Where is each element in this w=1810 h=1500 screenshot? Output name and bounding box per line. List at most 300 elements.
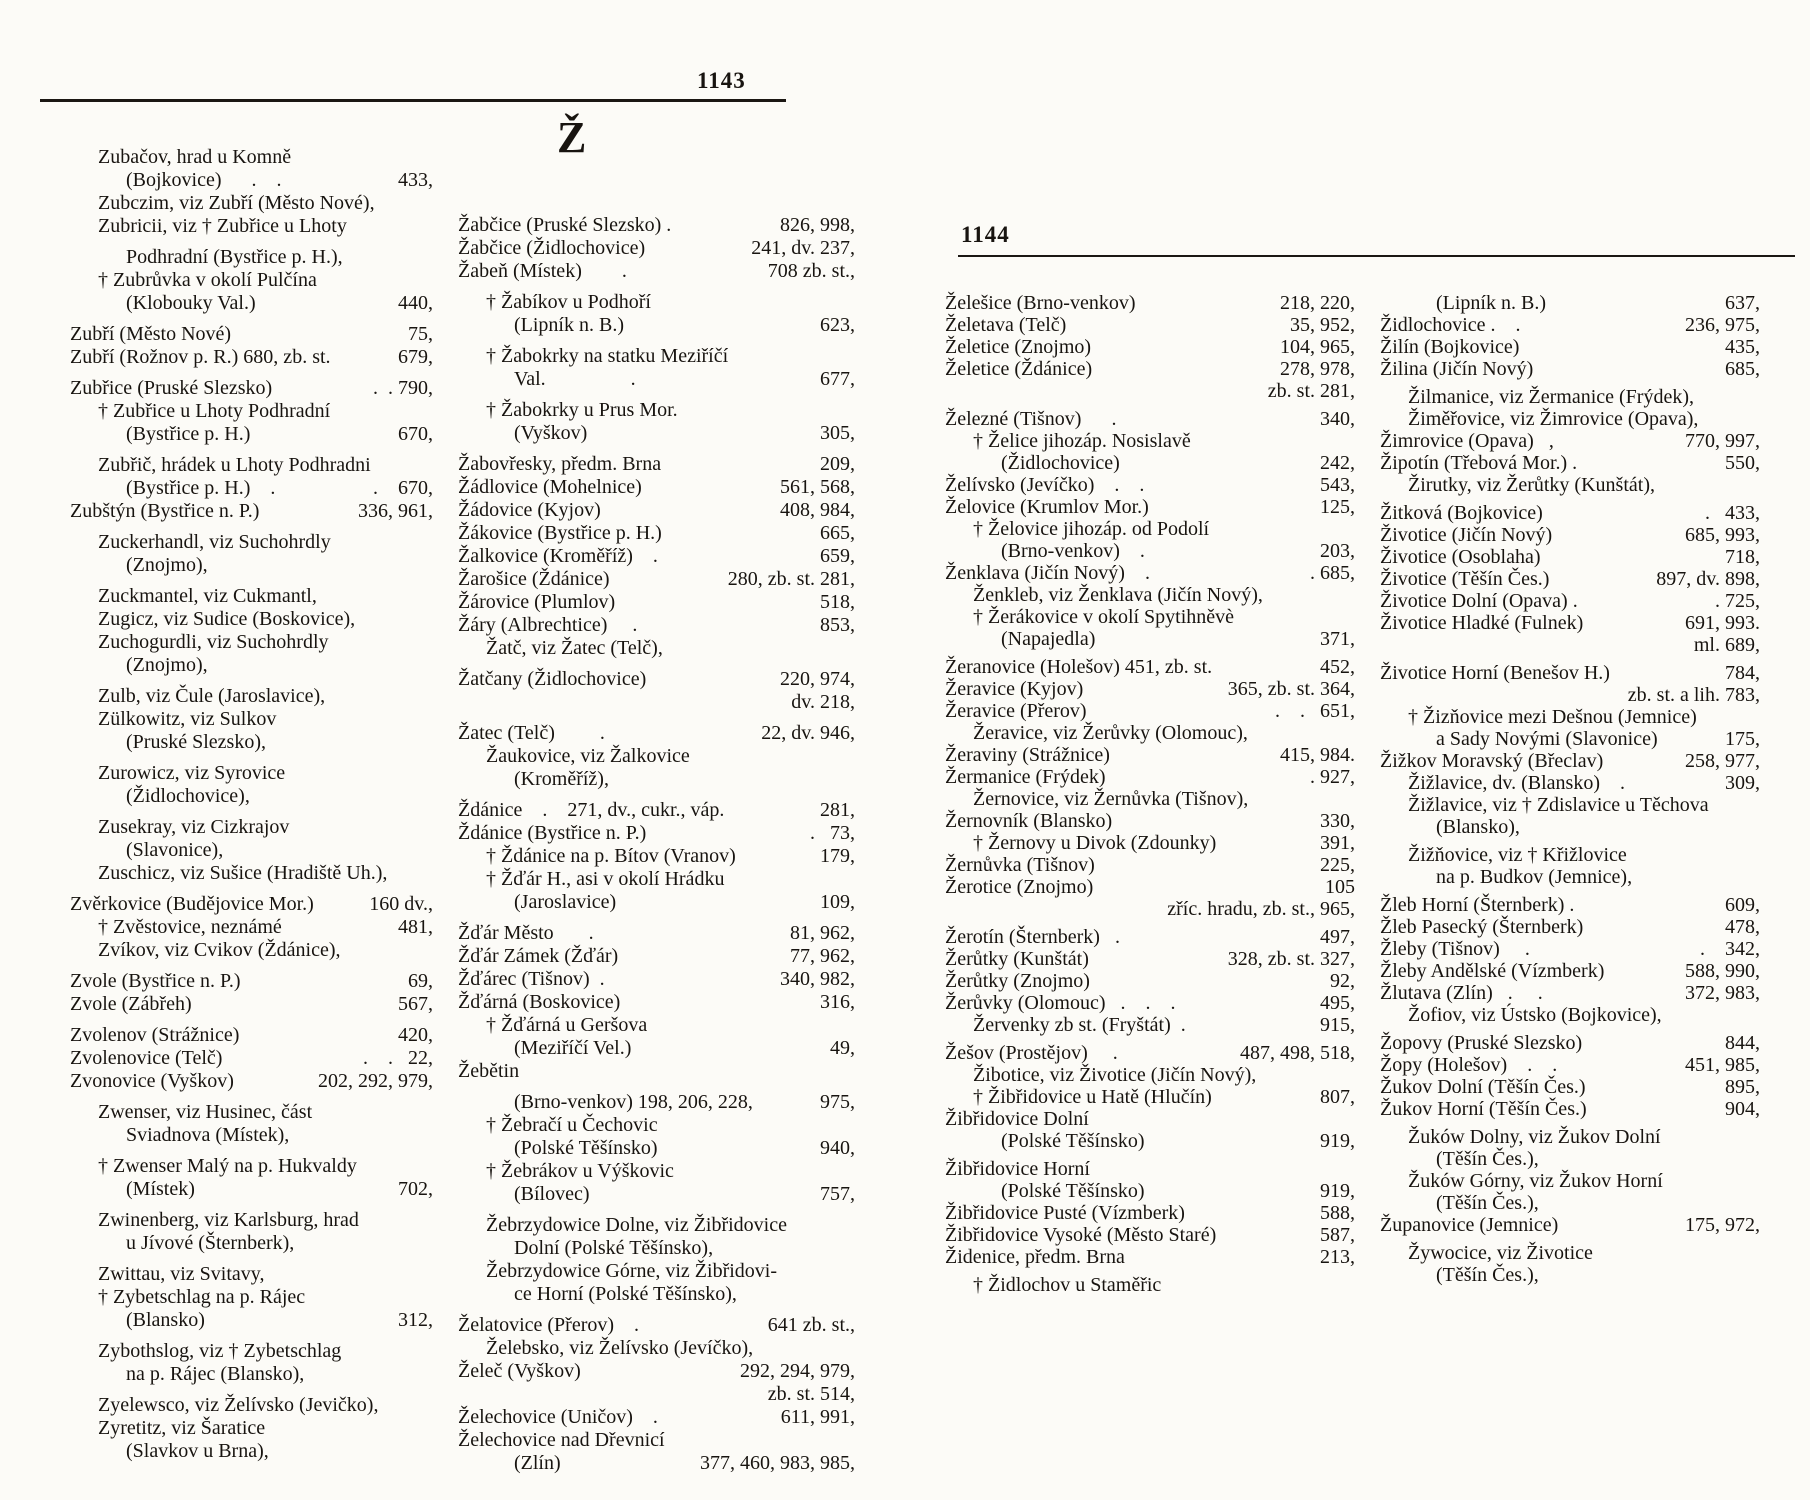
index-entry-line bbox=[70, 916, 433, 939]
entry-page-refs: 242, bbox=[1320, 452, 1355, 474]
entry-page-refs: 807, bbox=[1320, 1086, 1355, 1108]
index-entry-line bbox=[1380, 358, 1760, 380]
entry-text: (Meziříčí Vel.) bbox=[514, 1037, 632, 1059]
index-entry-line bbox=[458, 799, 855, 822]
index-entry-line bbox=[945, 540, 1355, 562]
index-entry-line bbox=[945, 430, 1355, 452]
section-letter-heading: Ž bbox=[557, 113, 587, 162]
entry-text: Žopy (Holešov) . . bbox=[1380, 1054, 1558, 1076]
index-entry-line bbox=[70, 762, 433, 785]
entry-page-refs: . 725, bbox=[1715, 590, 1760, 612]
entry-text: Žerůtky (Znojmo) bbox=[945, 970, 1090, 992]
index-entry-line bbox=[1380, 844, 1760, 866]
entry-page-refs: 550, bbox=[1725, 452, 1760, 474]
entry-page-refs: 611, 991, bbox=[780, 1406, 855, 1428]
index-entry-line bbox=[945, 678, 1355, 700]
entry-page-refs: 895, bbox=[1725, 1076, 1760, 1098]
entry-page-refs: 225, bbox=[1320, 854, 1355, 876]
entry-page-refs: 853, bbox=[820, 614, 855, 636]
index-entry-line bbox=[70, 1209, 433, 1232]
index-entry-line bbox=[458, 868, 855, 891]
index-entry-line bbox=[458, 1360, 855, 1383]
entry-text: Žižlavice, dv. (Blansko) . bbox=[1408, 772, 1625, 794]
index-entry-line bbox=[70, 1178, 433, 1201]
entry-text: Žeraviny (Strážnice) bbox=[945, 744, 1110, 766]
index-entry-line bbox=[458, 891, 855, 914]
entry-text: (Slavkov u Brna), bbox=[126, 1440, 269, 1462]
entry-page-refs: 478, bbox=[1725, 916, 1760, 938]
entry-page-refs: 209, bbox=[820, 453, 855, 475]
entry-text: † Žernovy u Divok (Zdounky) bbox=[973, 832, 1217, 854]
index-entry-line bbox=[945, 656, 1355, 678]
index-entry-line bbox=[1380, 386, 1760, 408]
index-entry-line bbox=[945, 766, 1355, 788]
index-entry-line bbox=[458, 668, 855, 691]
entry-page-refs: . . 790, bbox=[373, 377, 433, 399]
index-entry-line bbox=[70, 400, 433, 423]
entry-text: (Těšín Čes.), bbox=[1436, 1192, 1539, 1214]
index-entry-line bbox=[1380, 336, 1760, 358]
entry-page-refs: 904, bbox=[1725, 1098, 1760, 1120]
entry-text: Žitková (Bojkovice) bbox=[1380, 502, 1543, 524]
index-entry-line bbox=[1380, 314, 1760, 336]
index-entry-line bbox=[458, 922, 855, 945]
index-entry-line bbox=[458, 1260, 855, 1283]
entry-page-refs: 665, bbox=[820, 522, 855, 544]
entry-text: Židenice, předm. Brna bbox=[945, 1246, 1125, 1268]
index-entry-line bbox=[70, 1124, 433, 1147]
index-entry-line bbox=[458, 1383, 855, 1406]
index-entry-line bbox=[70, 169, 433, 192]
index-entry-line bbox=[1380, 982, 1760, 1004]
entry-text: Želešice (Brno-venkov) bbox=[945, 292, 1136, 314]
entry-text: Žabeň (Místek) . bbox=[458, 260, 627, 282]
entry-page-refs: . . 651, bbox=[1275, 700, 1355, 722]
entry-page-refs: 104, 965, bbox=[1280, 336, 1355, 358]
entry-page-refs: 258, 977, bbox=[1685, 750, 1760, 772]
index-entry-line bbox=[1380, 1214, 1760, 1236]
entry-text: Želetice (Znojmo) bbox=[945, 336, 1092, 358]
entry-text: Žuków Dolny, viz Žukov Dolní bbox=[1408, 1126, 1661, 1148]
index-entry-line bbox=[70, 862, 433, 885]
index-entry-line bbox=[458, 1183, 855, 1206]
entry-page-refs: 919, bbox=[1320, 1130, 1355, 1152]
entry-page-refs: 718, bbox=[1725, 546, 1760, 568]
entry-text: Žďár Město . bbox=[458, 922, 594, 944]
entry-page-refs: ml. 689, bbox=[1693, 634, 1760, 656]
index-entry-line bbox=[1380, 590, 1760, 612]
entry-text: Žalkovice (Kroměříž) . bbox=[458, 545, 658, 567]
entry-text: (Slavonice), bbox=[126, 839, 224, 861]
entry-page-refs: 109, bbox=[820, 891, 855, 913]
index-entry-line bbox=[70, 585, 433, 608]
entry-text: Žukov Dolní (Těšín Čes.) bbox=[1380, 1076, 1586, 1098]
index-entry-line bbox=[458, 499, 855, 522]
index-entry-line bbox=[1380, 1242, 1760, 1264]
entry-page-refs: 75, bbox=[408, 323, 433, 345]
index-entry-line bbox=[945, 876, 1355, 898]
entry-text: Zubřič, hrádek u Lhoty Podhradni bbox=[98, 454, 371, 476]
entry-page-refs: 844, bbox=[1725, 1032, 1760, 1054]
entry-text: a Sady Novými (Slavonice) bbox=[1436, 728, 1658, 750]
index-entry-line bbox=[458, 991, 855, 1014]
entry-text: † Zubrůvka v okolí Pulčína bbox=[98, 269, 317, 291]
entry-text: (Lipník n. B.) bbox=[514, 314, 624, 336]
entry-text: † Zvěstovice, neznámé bbox=[98, 916, 282, 938]
entry-text: (Polské Těšínsko) bbox=[514, 1137, 658, 1159]
entry-page-refs: 365, zb. st. 364, bbox=[1227, 678, 1355, 700]
entry-page-refs: 452, bbox=[1320, 656, 1355, 678]
index-entry-line bbox=[458, 476, 855, 499]
index-entry-line bbox=[458, 1429, 855, 1452]
index-entry-line bbox=[945, 1158, 1355, 1180]
entry-text: Žebětin bbox=[458, 1060, 520, 1082]
index-entry-line bbox=[70, 215, 433, 238]
index-entry-line bbox=[70, 970, 433, 993]
index-entry-line bbox=[945, 1108, 1355, 1130]
entry-text: † Zybetschlag na p. Rájec bbox=[98, 1286, 306, 1308]
entry-page-refs: 435, bbox=[1725, 336, 1760, 358]
entry-text: Žilín (Bojkovice) bbox=[1380, 336, 1520, 358]
index-entry-line bbox=[945, 898, 1355, 920]
index-entry-line bbox=[945, 1130, 1355, 1152]
entry-text: † Žďárná u Geršova bbox=[486, 1014, 648, 1036]
index-entry-line bbox=[70, 1263, 433, 1286]
entry-text: Zubštýn (Bystřice n. P.) bbox=[70, 500, 260, 522]
entry-text: Želechovice nad Dřevnicí bbox=[458, 1429, 665, 1451]
entry-page-refs: 637, bbox=[1725, 292, 1760, 314]
index-entry-line bbox=[458, 614, 855, 637]
entry-page-refs: 784, bbox=[1725, 662, 1760, 684]
index-entry-line bbox=[70, 1417, 433, 1440]
index-entry-line bbox=[1380, 662, 1760, 684]
index-entry-line bbox=[458, 1406, 855, 1429]
index-entry-line bbox=[945, 606, 1355, 628]
entry-page-refs: zříc. hradu, zb. st., 965, bbox=[1167, 898, 1355, 920]
index-column-1143-left bbox=[70, 146, 433, 1463]
index-entry-line bbox=[70, 146, 433, 169]
entry-text: Žebrzydowice Górne, viz Žibřidovi- bbox=[486, 1260, 778, 1282]
entry-page-refs: dv. 218, bbox=[791, 691, 855, 713]
index-entry-line bbox=[1380, 546, 1760, 568]
entry-text: Žervenky zb st. (Fryštát) . bbox=[973, 1014, 1186, 1036]
entry-text: Žleb Pasecký (Šternberk) bbox=[1380, 916, 1584, 938]
entry-text: (Místek) bbox=[126, 1178, 195, 1200]
entry-text: Zubricii, viz † Zubřice u Lhoty bbox=[98, 215, 347, 237]
page-number-right: 1144 bbox=[961, 222, 1010, 247]
index-entry-line bbox=[1380, 916, 1760, 938]
index-entry-line bbox=[70, 1363, 433, 1386]
index-entry-line bbox=[458, 399, 855, 422]
index-entry-line bbox=[70, 816, 433, 839]
entry-page-refs: 69, bbox=[408, 970, 433, 992]
entry-page-refs: 305, bbox=[820, 422, 855, 444]
entry-text: Želechovice (Uničov) . bbox=[458, 1406, 658, 1428]
entry-text: Zvíkov, viz Cvikov (Ždánice), bbox=[98, 939, 341, 961]
entry-page-refs: 377, 460, 983, 985, bbox=[700, 1452, 855, 1474]
entry-text: Dolní (Polské Těšínsko), bbox=[514, 1237, 714, 1259]
index-entry-line bbox=[70, 269, 433, 292]
entry-text: (Blansko) bbox=[126, 1309, 205, 1331]
entry-page-refs: 588, 990, bbox=[1685, 960, 1760, 982]
entry-page-refs: 280, zb. st. 281, bbox=[727, 568, 855, 590]
index-entry-line bbox=[70, 608, 433, 631]
entry-page-refs: 561, 568, bbox=[780, 476, 855, 498]
index-entry-line bbox=[945, 970, 1355, 992]
index-entry-line bbox=[945, 948, 1355, 970]
entry-text: † Zubřice u Lhoty Podhradní bbox=[98, 400, 331, 422]
entry-text: † Žibřidovice u Hatě (Hlučín) bbox=[973, 1086, 1212, 1108]
index-entry-line bbox=[70, 477, 433, 500]
index-entry-line bbox=[1380, 474, 1760, 496]
index-entry-line bbox=[945, 926, 1355, 948]
index-entry-line bbox=[458, 722, 855, 745]
entry-page-refs: 77, 962, bbox=[790, 945, 855, 967]
entry-text: Zvěrkovice (Budějovice Mor.) bbox=[70, 893, 314, 915]
index-entry-line bbox=[70, 993, 433, 1016]
index-entry-line bbox=[1380, 634, 1760, 656]
index-entry-line bbox=[70, 1340, 433, 1363]
entry-page-refs: 202, 292, 979, bbox=[318, 1070, 433, 1092]
entry-page-refs: zb. st. 514, bbox=[767, 1383, 855, 1405]
index-entry-line bbox=[1380, 1054, 1760, 1076]
entry-page-refs: 543, bbox=[1320, 474, 1355, 496]
index-entry-line bbox=[70, 939, 433, 962]
entry-page-refs: 659, bbox=[820, 545, 855, 567]
entry-page-refs: . 433, bbox=[1705, 502, 1760, 524]
entry-text: (Kroměříž), bbox=[514, 768, 609, 790]
index-entry-line bbox=[945, 810, 1355, 832]
entry-page-refs: . . 22, bbox=[363, 1047, 433, 1069]
index-entry-line bbox=[70, 500, 433, 523]
entry-text: † Ždánice na p. Bítov (Vranov) bbox=[486, 845, 736, 867]
entry-text: na p. Budkov (Jemnice), bbox=[1436, 866, 1633, 888]
entry-text: Zubří (Město Nové) bbox=[70, 323, 232, 345]
index-entry-line bbox=[1380, 684, 1760, 706]
index-entry-line bbox=[945, 474, 1355, 496]
entry-text: na p. Rájec (Blansko), bbox=[126, 1363, 305, 1385]
entry-text: Žádlovice (Mohelnice) bbox=[458, 476, 642, 498]
entry-text: Zubczim, viz Zubří (Město Nové), bbox=[98, 192, 375, 214]
index-entry-line bbox=[458, 1160, 855, 1183]
index-entry-line bbox=[1380, 1004, 1760, 1026]
entry-page-refs: . 342, bbox=[1700, 938, 1760, 960]
entry-page-refs: 677, bbox=[820, 368, 855, 390]
entry-page-refs: 495, bbox=[1320, 992, 1355, 1014]
index-entry-line bbox=[945, 1274, 1355, 1296]
entry-text: Žabčice (Pruské Slezsko) . bbox=[458, 214, 672, 236]
index-entry-line bbox=[458, 568, 855, 591]
entry-text: (Polské Těšínsko) bbox=[1001, 1130, 1145, 1152]
entry-text: Žákovice (Bystřice p. H.) bbox=[458, 522, 662, 544]
entry-page-refs: 372, 983, bbox=[1685, 982, 1760, 1004]
entry-page-refs: 203, bbox=[1320, 540, 1355, 562]
index-entry-line bbox=[70, 377, 433, 400]
entry-text: (Brno-venkov) . bbox=[1001, 540, 1145, 562]
index-entry-line bbox=[1380, 816, 1760, 838]
entry-page-refs: 35, 952, bbox=[1290, 314, 1355, 336]
index-entry-line bbox=[1380, 1126, 1760, 1148]
index-entry-line bbox=[945, 518, 1355, 540]
index-entry-line bbox=[458, 1137, 855, 1160]
entry-text: Žeravice (Kyjov) bbox=[945, 678, 1084, 700]
index-entry-line bbox=[1380, 612, 1760, 634]
index-entry-line bbox=[70, 1309, 433, 1332]
index-entry-line bbox=[945, 992, 1355, 1014]
entry-text: (Židlochovice) bbox=[1001, 452, 1120, 474]
entry-text: Žerotín (Šternberk) . bbox=[945, 926, 1120, 948]
entry-text: Žďár Zámek (Žďár) bbox=[458, 945, 619, 967]
entry-text: Žywocice, viz Životice bbox=[1408, 1242, 1593, 1264]
index-entry-line bbox=[945, 336, 1355, 358]
entry-page-refs: 220, 974, bbox=[780, 668, 855, 690]
index-entry-line bbox=[1380, 706, 1760, 728]
index-entry-line bbox=[458, 1014, 855, 1037]
index-entry-line bbox=[458, 422, 855, 445]
entry-page-refs: 826, 998, bbox=[780, 214, 855, 236]
index-entry-line bbox=[945, 700, 1355, 722]
entry-text: Zvolenovice (Telč) bbox=[70, 1047, 223, 1069]
entry-text: Žabčice (Židlochovice) bbox=[458, 237, 646, 259]
index-entry-line bbox=[945, 452, 1355, 474]
entry-text: (Těšín Čes.), bbox=[1436, 1264, 1539, 1286]
index-entry-line bbox=[70, 1024, 433, 1047]
index-entry-line bbox=[1380, 502, 1760, 524]
index-entry-line bbox=[1380, 750, 1760, 772]
entry-page-refs: 81, 962, bbox=[790, 922, 855, 944]
index-entry-line bbox=[70, 708, 433, 731]
entry-text: Životice Horní (Benešov H.) bbox=[1380, 662, 1610, 684]
index-entry-line bbox=[458, 968, 855, 991]
entry-text: Zyelewsco, viz Želívsko (Jevičko), bbox=[98, 1394, 379, 1416]
index-entry-line bbox=[945, 1042, 1355, 1064]
entry-text: Žárovice (Plumlov) bbox=[458, 591, 616, 613]
index-entry-line bbox=[458, 822, 855, 845]
entry-page-refs: 175, bbox=[1725, 728, 1760, 750]
index-entry-line bbox=[945, 562, 1355, 584]
index-entry-line bbox=[70, 1101, 433, 1124]
entry-text: Želetice (Ždánice) bbox=[945, 358, 1093, 380]
index-entry-line bbox=[70, 423, 433, 446]
entry-text: Žeranovice (Holešov) 451, zb. st. bbox=[945, 656, 1213, 678]
entry-text: Zuckmantel, viz Cukmantl, bbox=[98, 585, 317, 607]
entry-text: Želovice (Krumlov Mor.) bbox=[945, 496, 1149, 518]
entry-page-refs: 440, bbox=[398, 292, 433, 314]
entry-page-refs: 22, dv. 946, bbox=[761, 722, 855, 744]
entry-text: Ženklava (Jičín Nový) . bbox=[945, 562, 1150, 584]
index-entry-line bbox=[1380, 1148, 1760, 1170]
entry-page-refs: 125, bbox=[1320, 496, 1355, 518]
index-entry-line bbox=[70, 1232, 433, 1255]
index-entry-line bbox=[70, 685, 433, 708]
entry-page-refs: 915, bbox=[1320, 1014, 1355, 1036]
entry-text: Želeč (Vyškov) bbox=[458, 1360, 581, 1382]
index-entry-line bbox=[945, 788, 1355, 810]
entry-text: Žebrzydowice Dolne, viz Žibřidovice bbox=[486, 1214, 787, 1236]
entry-page-refs: zb. st. 281, bbox=[1267, 380, 1355, 402]
index-column-1144-right bbox=[1380, 292, 1760, 1286]
index-entry-line bbox=[458, 591, 855, 614]
index-entry-line bbox=[945, 408, 1355, 430]
index-entry-line bbox=[458, 1091, 855, 1114]
entry-page-refs: 975, bbox=[820, 1091, 855, 1113]
entry-page-refs: 336, 961, bbox=[358, 500, 433, 522]
index-entry-line bbox=[458, 1314, 855, 1337]
entry-text: Žilmanice, viz Žermanice (Frýdek), bbox=[1408, 386, 1694, 408]
index-entry-line bbox=[458, 637, 855, 660]
entry-text: Zulb, viz Čule (Jaroslavice), bbox=[98, 685, 326, 707]
entry-text: Žibřidovice Vysoké (Město Staré) bbox=[945, 1224, 1217, 1246]
index-entry-line bbox=[458, 1237, 855, 1260]
entry-page-refs: 679, bbox=[398, 346, 433, 368]
entry-page-refs: 278, 978, bbox=[1280, 358, 1355, 380]
index-entry-line bbox=[458, 745, 855, 768]
entry-text: Žernůvka (Tišnov) bbox=[945, 854, 1095, 876]
entry-text: Žleb Horní (Šternberk) . bbox=[1380, 894, 1575, 916]
entry-text: Zwinenberg, viz Karlsburg, hrad bbox=[98, 1209, 359, 1231]
index-entry-line bbox=[1380, 1264, 1760, 1286]
index-entry-line bbox=[70, 554, 433, 577]
index-entry-line bbox=[70, 785, 433, 808]
entry-text: Ždánice (Bystřice n. P.) bbox=[458, 822, 647, 844]
entry-text: Zurowicz, viz Syrovice bbox=[98, 762, 286, 784]
entry-page-refs: 481, bbox=[398, 916, 433, 938]
entry-text: Žilina (Jičín Nový) bbox=[1380, 358, 1534, 380]
entry-page-refs: 213, bbox=[1320, 1246, 1355, 1268]
index-entry-line bbox=[70, 192, 433, 215]
entry-text: Žatč, viz Žatec (Telč), bbox=[486, 637, 663, 659]
entry-text: Žižňovice, viz † Křižlovice bbox=[1408, 844, 1627, 866]
entry-text: Žádovice (Kyjov) bbox=[458, 499, 601, 521]
header-rule-left bbox=[40, 99, 786, 102]
entry-text: Životice (Jičín Nový) bbox=[1380, 524, 1553, 546]
entry-text: (Bystřice p. H.) bbox=[126, 423, 251, 445]
entry-text: Žďárec (Tišnov) . bbox=[458, 968, 605, 990]
index-entry-line bbox=[458, 314, 855, 337]
entry-text: Žernovice, viz Žernůvka (Tišnov), bbox=[973, 788, 1249, 810]
entry-text: Žibotice, viz Životice (Jičín Nový), bbox=[973, 1064, 1257, 1086]
index-entry-line bbox=[1380, 430, 1760, 452]
index-entry-line bbox=[1380, 524, 1760, 546]
index-entry-line bbox=[945, 292, 1355, 314]
entry-text: (Polské Těšínsko) bbox=[1001, 1180, 1145, 1202]
entry-page-refs: 340, 982, bbox=[780, 968, 855, 990]
entry-text: † Želice jihozáp. Nosislavě bbox=[973, 430, 1191, 452]
index-entry-line bbox=[70, 346, 433, 369]
entry-page-refs: 160 dv., bbox=[369, 893, 433, 915]
entry-text: Žaukovice, viz Žalkovice bbox=[486, 745, 690, 767]
entry-text: Zugicz, viz Sudice (Boskovice), bbox=[98, 608, 356, 630]
index-entry-line bbox=[458, 345, 855, 368]
entry-text: (Napajedla) bbox=[1001, 628, 1096, 650]
entry-text: Žleby (Tišnov) . bbox=[1380, 938, 1530, 960]
index-entry-line bbox=[70, 1440, 433, 1463]
index-entry-line bbox=[945, 584, 1355, 606]
index-entry-line bbox=[458, 237, 855, 260]
entry-text: † Žebračí u Čechovic bbox=[486, 1114, 658, 1136]
index-entry-line bbox=[70, 1155, 433, 1178]
entry-text: Žeravice (Přerov) bbox=[945, 700, 1087, 722]
entry-text: (Vyškov) bbox=[514, 422, 588, 444]
entry-page-refs: 415, 984. bbox=[1280, 744, 1355, 766]
index-entry-line bbox=[945, 380, 1355, 402]
entry-text: † Židlochov u Staměřic bbox=[973, 1274, 1162, 1296]
entry-page-refs: . 73, bbox=[810, 822, 855, 844]
index-entry-line bbox=[1380, 1170, 1760, 1192]
entry-text: Žešov (Prostějov) . bbox=[945, 1042, 1118, 1064]
index-entry-line bbox=[1380, 866, 1760, 888]
entry-page-refs: 757, bbox=[820, 1183, 855, 1205]
